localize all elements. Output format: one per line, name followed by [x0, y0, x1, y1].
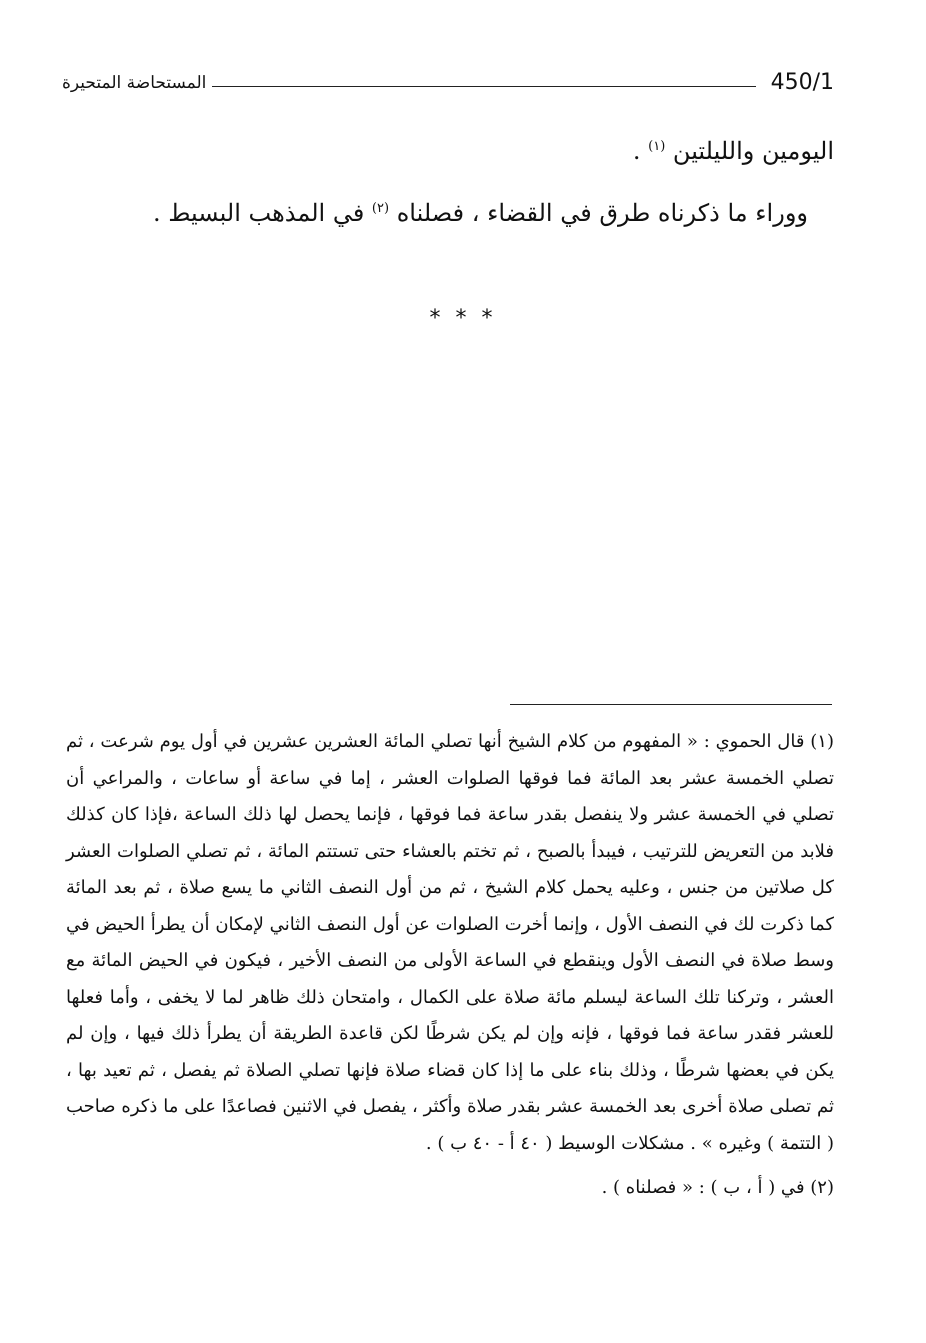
main-line-1-end: . [632, 137, 649, 165]
footnote-rule [510, 704, 832, 705]
footnote-1: (١) قال الحموي : « المفهوم من كلام الشيخ أنها تصلي المائة العشرين عشرين في أول يوم شرعت ، ثم تصلي الخمسة عشر بعد المائة فما فوقها الصلوات العشر ، إما في ساعة أو ساعات ، والمراعي أن تصلي في الخمسة عشر ولا ينفصل بقدر ساعة فما فوقها ، فإنما يحصل لها ذلك الساعة ،فإذا كان كذلك فلابد من التعريض للترتيب ، فيبدأ بالصبح ، ثم تختم بالعشاء حتى تستتم المائة ، ثم تصلي الصلوات العشر كل صلاتين من جنس ، وعليه يحمل كلام الشيخ ، ثم من أول النصف الثاني ما يسع صلاة ، ثم بعد المائة كما ذكرت لك في النصف الأول ، وإنما أخرت الصلوات عن أول النصف الثاني لإمكان أن يطرأ الحيض في وسط صلاة في النصف الأول وينقطع في الساعة الأولى من النصف الأخير ، فيكون في الحيض المائة مع العشر ، وتركنا تلك الساعة ليسلم مائة صلاة على الكمال ، وامتحان ذلك ظاهر لما لا يخفى ، وأما فعلها للعشر فقدر ساعة فما فوقها ، فإنه وإن لم يكن شرطًا لكن قاعدة الطريقة أن يطرأ ذلك فيها ، وإن لم يكن في بعضها شرطًا ، وذلك بناء على ما إذا كان قضاء صلاة فإنها تصلي الصلاة ثم يفصل ، ثم تعيد بها ، ثم تصلى صلاة أخرى بعد الخمسة عشر بقدر صلاة وأكثر ، يفصل في الاثنين فصاعدًا على ما ذكره صاحب ( التتمة ) وغيره » . مشكلات الوسيط ( ٤٠ أ - ٤٠ ب ) . [66, 731, 834, 1154]
main-text [92, 118, 834, 242]
footnotes [66, 724, 834, 1207]
footnote-2: (٢) في ( أ ، ب ) : « فصلناه ) . [601, 1177, 834, 1198]
main-line-2-text: ووراء ما ذكرناه طرق في القضاء ، فصلناه [396, 199, 808, 227]
footnote-ref-1[interactable]: (١) [648, 139, 666, 154]
main-line-2 [92, 180, 834, 242]
page-number: 450/1 [770, 70, 834, 95]
running-title: المستحاضة المتحيرة [62, 73, 207, 93]
main-line-1 [92, 118, 834, 180]
page-header [62, 66, 834, 100]
section-separator: * * * [429, 306, 497, 331]
header-rule [212, 86, 756, 87]
footnote-ref-2[interactable]: (٢) [371, 201, 390, 216]
main-line-2-end: في المذهب البسيط . [152, 199, 372, 227]
main-line-1-text: اليومين والليلتين [672, 137, 834, 165]
